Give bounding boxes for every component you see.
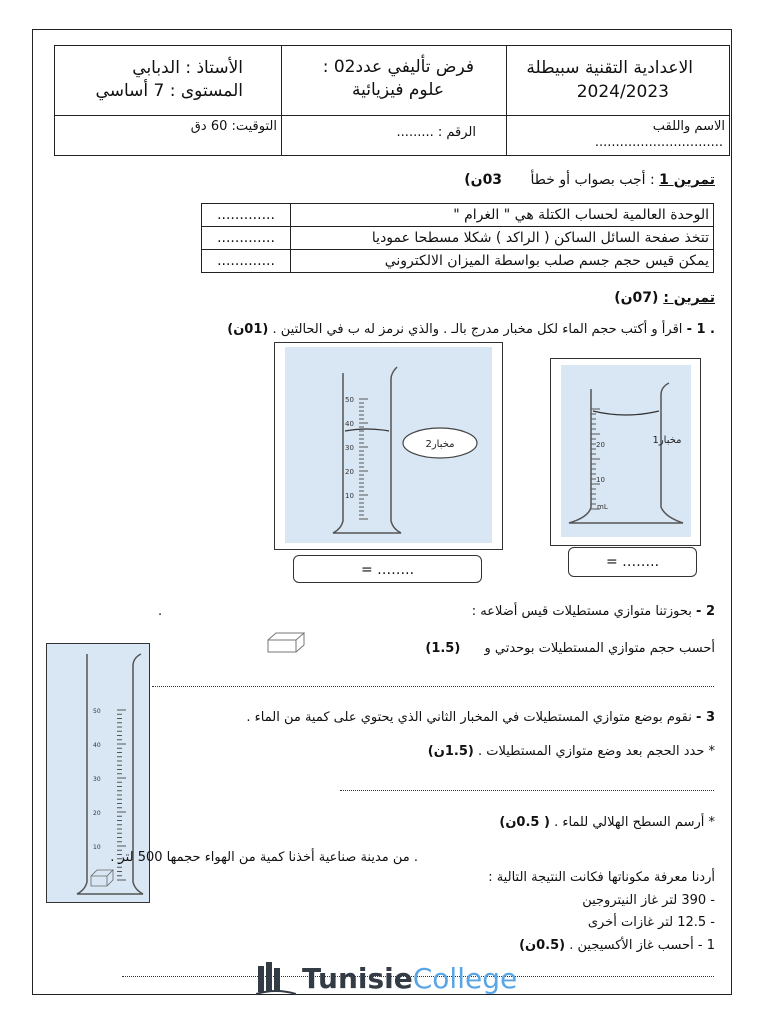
duration: التوقيت: 60 دق	[190, 119, 277, 134]
tick-label: 40	[345, 420, 354, 428]
q3-text: نقوم بوضع متوازي المستطيلات في المخبار الثاني الذي يحتوي على كمية من الماء .	[246, 710, 692, 725]
answer-cell[interactable]: .............	[202, 204, 291, 227]
brand-part2: College	[412, 961, 518, 995]
table-row	[202, 250, 714, 273]
answer-line[interactable]	[340, 790, 714, 791]
cylinder1-figure	[550, 358, 701, 546]
number-field[interactable]: الرقم : .........	[396, 125, 476, 140]
table-row	[202, 204, 714, 227]
ex1-title: تمرين 1	[659, 172, 715, 188]
school-name: الاعدادية التقنية سبيطلة	[526, 58, 693, 78]
q1-number: . 1 -	[686, 322, 715, 337]
ex3-q1: 1 - أحسب غاز الأكسيجين .	[569, 938, 715, 953]
cylinder2-figure	[274, 342, 503, 550]
name-label: الاسم واللقب	[652, 119, 725, 134]
cuboid-icon	[266, 630, 306, 654]
q3-line	[246, 710, 715, 725]
answer-line[interactable]	[152, 686, 714, 687]
q2-points: (1.5)	[425, 641, 461, 656]
ex1-points: 03ن)	[464, 172, 503, 188]
ex3-q1-points: (0.5ن)	[519, 938, 566, 953]
statement-cell: تتخذ صفحة السائل الساكن ( الراكد ) شكلا مسطحا عموديا	[291, 227, 714, 250]
answer-cell[interactable]: .............	[202, 227, 291, 250]
q2-sub: أحسب حجم متوازي المستطيلات بوحدتي و	[484, 641, 715, 656]
cylinder2-answer-box[interactable]: = ……..	[293, 555, 482, 583]
cylinder1-image	[551, 359, 700, 545]
ex3-item2: - 12.5 لتر غازات أخرى	[587, 915, 715, 930]
ex2-heading	[614, 290, 715, 306]
q3-sub: * حدد الحجم بعد وضع متوازي المستطيلات .	[477, 744, 715, 759]
statement-cell: الوحدة العالمية لحساب الكتلة هي " الغرام "	[291, 204, 714, 227]
ex1-instruction: : أجب بصواب أو خطأ	[530, 172, 655, 188]
q3-number: 3 -	[696, 710, 715, 725]
ex3-line1: . من مدينة صناعية أخذنا كمية من الهواء حجمها 500 لتر .	[110, 850, 418, 865]
subject: علوم فيزيائية	[351, 80, 444, 100]
q3-points: (1.5ن)	[427, 744, 474, 759]
cylinder1-label: مخبار1	[652, 435, 682, 446]
ex3-item1: - 390 لتر غاز النيتروجين	[582, 893, 715, 908]
cylinder1-answer-box[interactable]: = ……..	[568, 547, 697, 577]
tick-label: 40	[93, 742, 101, 749]
q2-sub-line	[425, 641, 715, 656]
duration-cell	[55, 115, 282, 155]
header-teacher-cell	[55, 46, 282, 115]
ex3-q1-line	[519, 938, 715, 953]
q2-trailing-dot: .	[158, 604, 163, 619]
tick-label: 30	[93, 776, 101, 783]
answer-cell[interactable]: .............	[202, 250, 291, 273]
name-field[interactable]: ...............................	[594, 135, 723, 150]
tick-label: 10	[596, 476, 605, 484]
q3-sub-line	[428, 744, 715, 759]
school-year: 2024/2023	[576, 82, 669, 102]
q1-points: (01ن)	[227, 322, 269, 337]
q2-text: بحوزتنا متوازي مستطيلات قيس أضلاعه :	[471, 604, 692, 619]
q3-draw-points: ( 0.5ن)	[499, 815, 550, 830]
q2-number: 2 -	[696, 604, 715, 619]
tick-label: 50	[345, 396, 354, 404]
level: المستوى : 7 أساسي	[95, 81, 243, 101]
header-table	[54, 45, 730, 156]
teacher-name: الأستاذ : الدبابي	[132, 58, 243, 78]
q3-draw: * أرسم السطح الهلالي للماء .	[554, 815, 715, 830]
name-cell	[507, 115, 729, 155]
tick-label: 30	[345, 444, 354, 452]
tick-label: mL	[597, 503, 608, 511]
number-cell	[282, 115, 507, 155]
ex2-points: (07ن)	[614, 290, 659, 306]
tunisiecollege-logo	[256, 960, 517, 996]
header-exam-cell	[282, 46, 507, 115]
tick-label: 10	[93, 844, 101, 851]
tick-label: 20	[596, 441, 605, 449]
tick-label: 10	[345, 492, 354, 500]
q1-text: اقرأ و أكتب حجم الماء لكل مخبار مدرج بالـ . والذي نرمز له ب في الحالتين .	[272, 322, 683, 337]
brand-part1: Tunisie	[302, 961, 413, 995]
q1-line	[227, 322, 715, 337]
book-logo-icon	[256, 960, 296, 996]
tick-label: 20	[93, 810, 101, 817]
q3-draw-line	[499, 815, 715, 830]
statement-cell: يمكن قيس حجم جسم صلب بواسطة الميزان الالكتروني	[291, 250, 714, 273]
table-row	[202, 227, 714, 250]
cylinder2-label: مخبار2	[425, 439, 455, 450]
q2-line	[472, 604, 715, 619]
ex1-heading	[464, 172, 715, 188]
cylinder2-image	[275, 343, 502, 549]
tick-label: 20	[345, 468, 354, 476]
exam-title: فرض تأليفي عدد02 :	[322, 57, 474, 77]
header-school-cell	[507, 46, 729, 115]
true-false-table	[201, 203, 714, 273]
tick-label: 50	[93, 708, 101, 715]
ex2-title: تمرين :	[663, 290, 715, 306]
ex3-line2: أردنا معرفة مكوناتها فكانت النتيجة التالية :	[488, 870, 715, 885]
